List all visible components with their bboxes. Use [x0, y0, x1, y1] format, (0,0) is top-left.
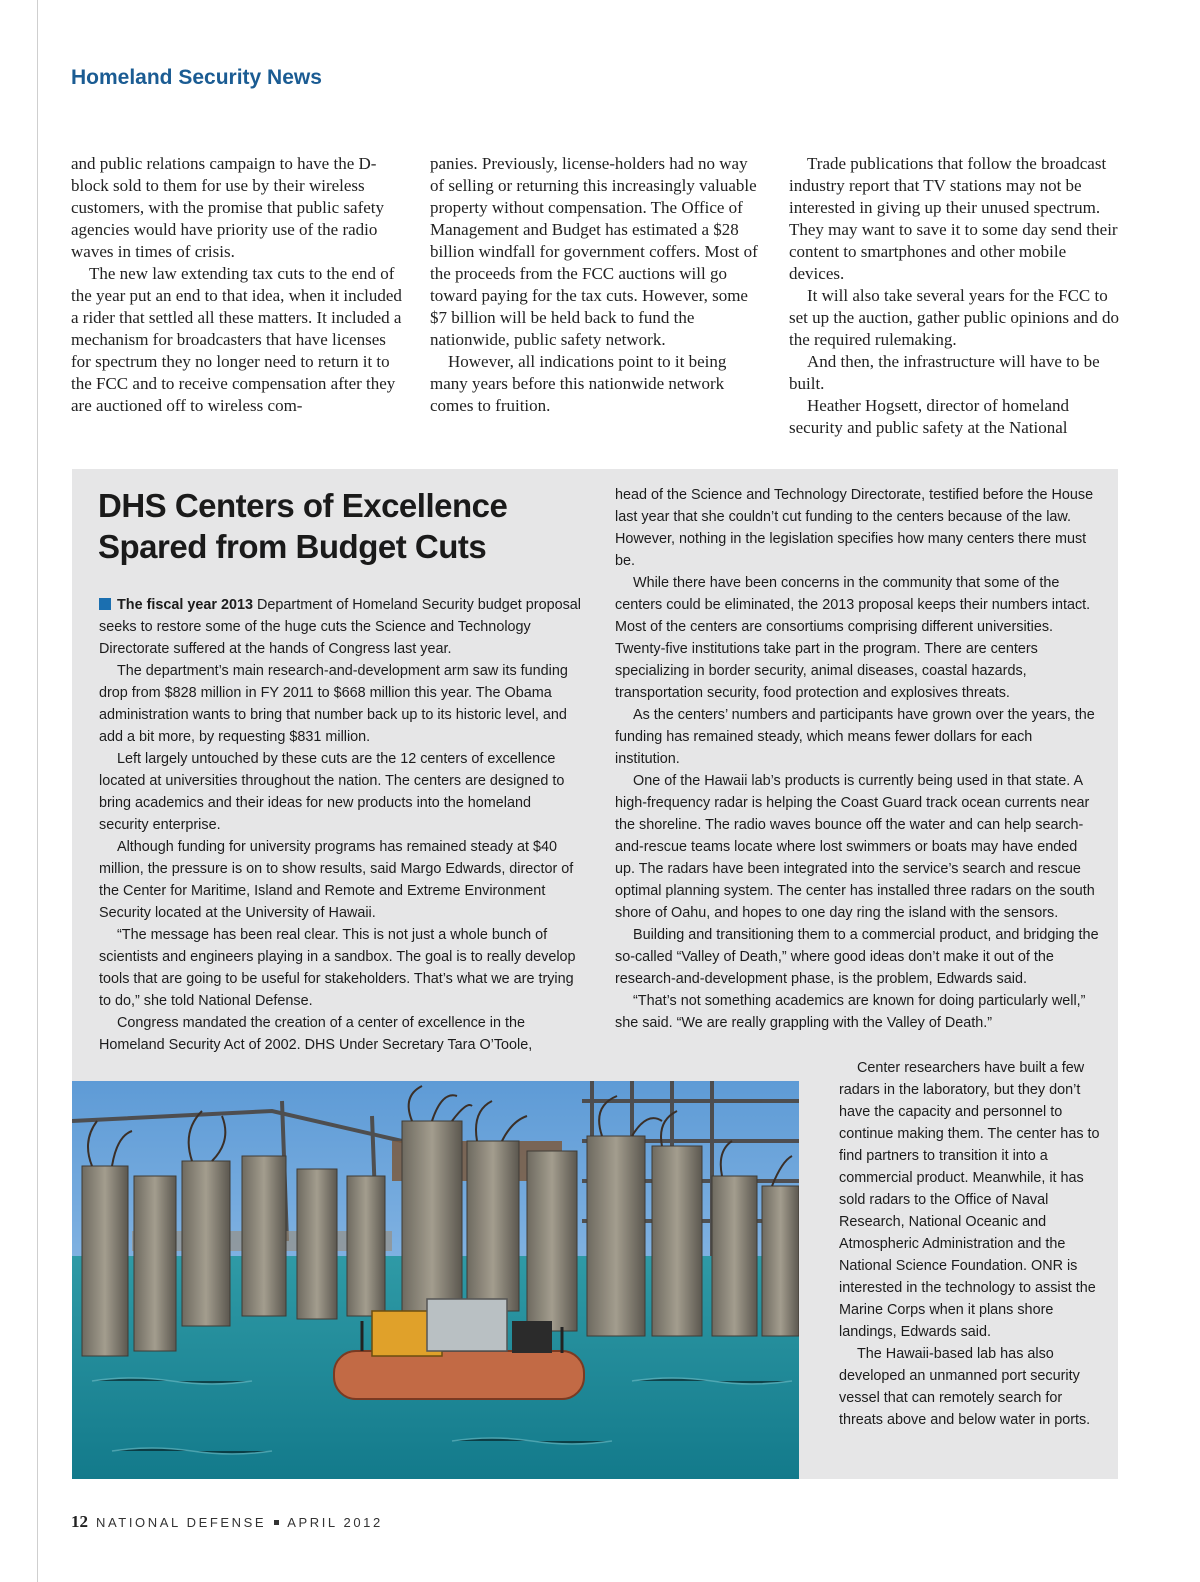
- sidebar-paragraph: Congress mandated the creation of a center of excellence in the Homeland Security Act of 2002. DHS Under Secretary Tara O’Toole,: [99, 1015, 533, 1053]
- sidebar-column-3: [839, 1057, 1103, 1431]
- sidebar-paragraph: The Hawaii-based lab has also developed an unmanned port security vessel that can remotely search for threats above and below water in ports.: [839, 1346, 1091, 1428]
- photo-illustration: [72, 1081, 799, 1479]
- article-paragraph: And then, the infrastructure will have to be built.: [789, 352, 1100, 393]
- page-margin-rule: [37, 0, 38, 1582]
- sidebar-column-1: [99, 594, 581, 1056]
- lead-square-icon: [99, 598, 111, 610]
- lead-text: Department of Homeland Security budget proposal seeks to restore some of the huge cuts the Science and Technology Directorate suffered at the hands of Congress last year.: [99, 597, 581, 657]
- sidebar-paragraph: One of the Hawaii lab’s products is currently being used in that state. A high-frequency radar is helping the Coast Guard track ocean currents near the shoreline. The radio waves bounce off the water and can help search-and-rescue teams locate where lost swimmers or boats may have ended up. The radars have been integrated into the service’s search and rescue optimal planning system. The center has installed three radars on the south shore of Oahu, and hopes to one day ring the island with the sensors.: [615, 773, 1095, 921]
- sidebar-paragraph: The department’s main research-and-development arm saw its funding drop from $828 million in FY 2011 to $668 million this year. The Obama administration wants to bring that number back up to its historic level, and add a bit more, by requesting $831 million.: [99, 663, 568, 745]
- issue-date: APRIL 2012: [287, 1515, 383, 1530]
- article-paragraph: Heather Hogsett, director of homeland security and public safety at the National: [789, 396, 1069, 437]
- sidebar-lead-paragraph: [99, 594, 581, 660]
- sidebar-title: DHS Centers of Excellence Spared from Budget Cuts: [98, 487, 508, 565]
- sidebar-paragraph: “That’s not something academics are known for doing particularly well,” she said. “We are really grappling with the Valley of Death.”: [615, 993, 1086, 1031]
- section-title: Homeland Security News: [71, 66, 322, 89]
- page-footer: [71, 1512, 383, 1532]
- article-column-1: [71, 153, 404, 417]
- lead-bold-text: The fiscal year 2013: [117, 597, 254, 613]
- publication-name: NATIONAL DEFENSE: [96, 1515, 267, 1530]
- page-number: 12: [71, 1512, 88, 1531]
- sidebar-paragraph: Left largely untouched by these cuts are the 12 centers of excellence located at universities throughout the nation. The centers are designed to bring academics and their ideas for new products into the homeland security enterprise.: [99, 751, 565, 833]
- harbor-pilings-photo: [72, 1081, 799, 1479]
- sidebar-paragraph: “The message has been real clear. This is not just a whole bunch of scientists and engineers playing in a sandbox. The goal is to really develop tools that are going to be useful for stakeholders. That’s what we are trying to do,” she told National Defense.: [99, 927, 576, 1009]
- sidebar-paragraph: Although funding for university programs has remained steady at $40 million, the pressure is on to show results, said Margo Edwards, director of the Center for Maritime, Island and Remote and Extreme Environment Security located at the University of Hawaii.: [99, 839, 574, 921]
- article-column-3: [789, 153, 1122, 439]
- separator-square-icon: [274, 1520, 279, 1525]
- sidebar-paragraph: Center researchers have built a few radars in the laboratory, but they don’t have the capacity and personnel to continue making them. The center has to find partners to transition it into a commercial product. Meanwhile, it has sold radars to the Office of Naval Research, National Oceanic and Atmospheric Administration and the National Science Foundation. ONR is interested in the technology to assist the Marine Corps when it plans shore landings, Edwards said.: [839, 1060, 1100, 1340]
- article-paragraph: and public relations campaign to have the D-block sold to them for use by their wireless customers, with the promise that public safety agencies would have priority use of the radio waves in times of crisis.: [71, 154, 385, 261]
- sidebar-paragraph: Building and transitioning them to a commercial product, and bridging the so-called “Valley of Death,” where good ideas don’t make it out of the research-and-development phase, is the problem, Edwards said.: [615, 927, 1099, 987]
- sidebar-column-2: [615, 484, 1100, 1034]
- article-paragraph: panies. Previously, license-holders had no way of selling or returning this increasingly valuable property without compensation. The Office of Management and Budget has estimated a $28 billion windfall for government coffers. Most of the proceeds from the FCC auctions will go toward paying for the tax cuts. However, some $7 billion will be held back to fund the nationwide, public safety network.: [430, 154, 758, 349]
- sidebar-paragraph: As the centers’ numbers and participants have grown over the years, the funding has remained steady, which means fewer dollars for each institution.: [615, 707, 1095, 767]
- article-paragraph: However, all indications point to it being many years before this nationwide network comes to fruition.: [430, 352, 727, 415]
- article-paragraph: It will also take several years for the FCC to set up the auction, gather public opinions and do the required rulemaking.: [789, 286, 1120, 349]
- article-column-2: [430, 153, 763, 417]
- article-paragraph: Trade publications that follow the broadcast industry report that TV stations may not be interested in giving up their unused spectrum. They may want to save it to some day send their content to smartphones and other mobile devices.: [789, 154, 1118, 283]
- sidebar-paragraph: While there have been concerns in the community that some of the centers could be eliminated, the 2013 proposal keeps their numbers intact. Most of the centers are consortiums comprising different universities. Twenty-five institutions take part in the program. There are centers specializing in border security, animal diseases, coastal hazards, transportation security, food protection and explosives threats.: [615, 575, 1091, 701]
- sidebar-paragraph: head of the Science and Technology Directorate, testified before the House last year that she couldn’t cut funding to the centers because of the law. However, nothing in the legislation specifies how many centers there must be.: [615, 487, 1094, 569]
- article-paragraph: The new law extending tax cuts to the end of the year put an end to that idea, when it included a rider that settled all these matters. It included a mechanism for broadcasters that have licenses for spectrum they no longer need to return it to the FCC and to receive compensation after they are auctioned off to wireless com-: [71, 264, 402, 415]
